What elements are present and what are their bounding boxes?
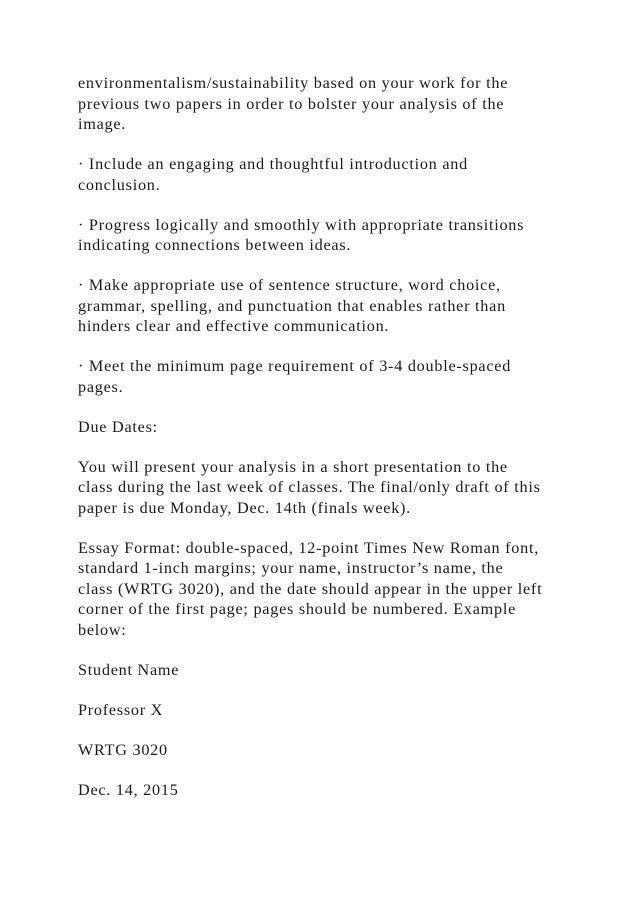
text-line: Dec. 14, 2015 [78, 780, 179, 799]
text-line: indicating connections between ideas. [78, 236, 352, 254]
text-line: Student Name [78, 660, 180, 679]
text-line: · Make appropriate use of sentence structure, word choice, [78, 276, 501, 294]
text-line: standard 1-inch margins; your name, instructor’s name, the [78, 559, 504, 577]
text-line: · Include an engaging and thoughtful introduction and [78, 155, 468, 173]
text-line: · Meet the minimum page requirement of 3-4 double-spaced [78, 357, 512, 375]
text-line: previous two papers in order to bolster your analysis of the [78, 94, 505, 113]
paragraph-presentation-info [78, 457, 618, 519]
text-line: paper is due Monday, Dec. 14th (finals week). [78, 498, 411, 517]
paragraph-bullet-introduction [78, 154, 618, 195]
paragraph-bullet-progress [78, 215, 618, 256]
text-line: class during the last week of classes. The final/only draft of this [78, 478, 541, 496]
paragraph-due-dates-heading [78, 417, 618, 438]
text-line: Essay Format: double-spaced, 12-point Times New Roman font, [78, 538, 540, 557]
paragraph-essay-format [78, 538, 618, 641]
text-line: conclusion. [78, 175, 161, 194]
text-line: You will present your analysis in a short presentation to the [78, 457, 508, 476]
text-line: Professor X [78, 700, 164, 719]
paragraph-example-student-name [78, 660, 618, 681]
text-line: grammar, spelling, and punctuation that enables rather than [78, 296, 506, 315]
text-line: pages. [78, 377, 124, 396]
document-body [78, 73, 618, 820]
text-line: environmentalism/sustainability based on your work for the [78, 74, 509, 92]
text-line: below: [78, 620, 127, 639]
paragraph-bullet-page-requirement [78, 356, 618, 397]
text-line: hinders clear and effective communication. [78, 317, 390, 335]
paragraph-bullet-sentence-structure [78, 275, 618, 337]
text-line: · Progress logically and smoothly with appropriate transitions [78, 215, 525, 234]
text-line: class (WRTG 3020), and the date should appear in the upper left [78, 579, 543, 598]
text-line: image. [78, 115, 127, 133]
paragraph-intro-continuation [78, 73, 618, 135]
text-line: corner of the first page; pages should be numbered. Example [78, 600, 517, 618]
paragraph-example-class [78, 740, 618, 761]
paragraph-example-professor [78, 700, 618, 721]
text-line: WRTG 3020 [78, 740, 168, 759]
text-line: Due Dates: [78, 417, 158, 436]
paragraph-example-date [78, 780, 618, 801]
